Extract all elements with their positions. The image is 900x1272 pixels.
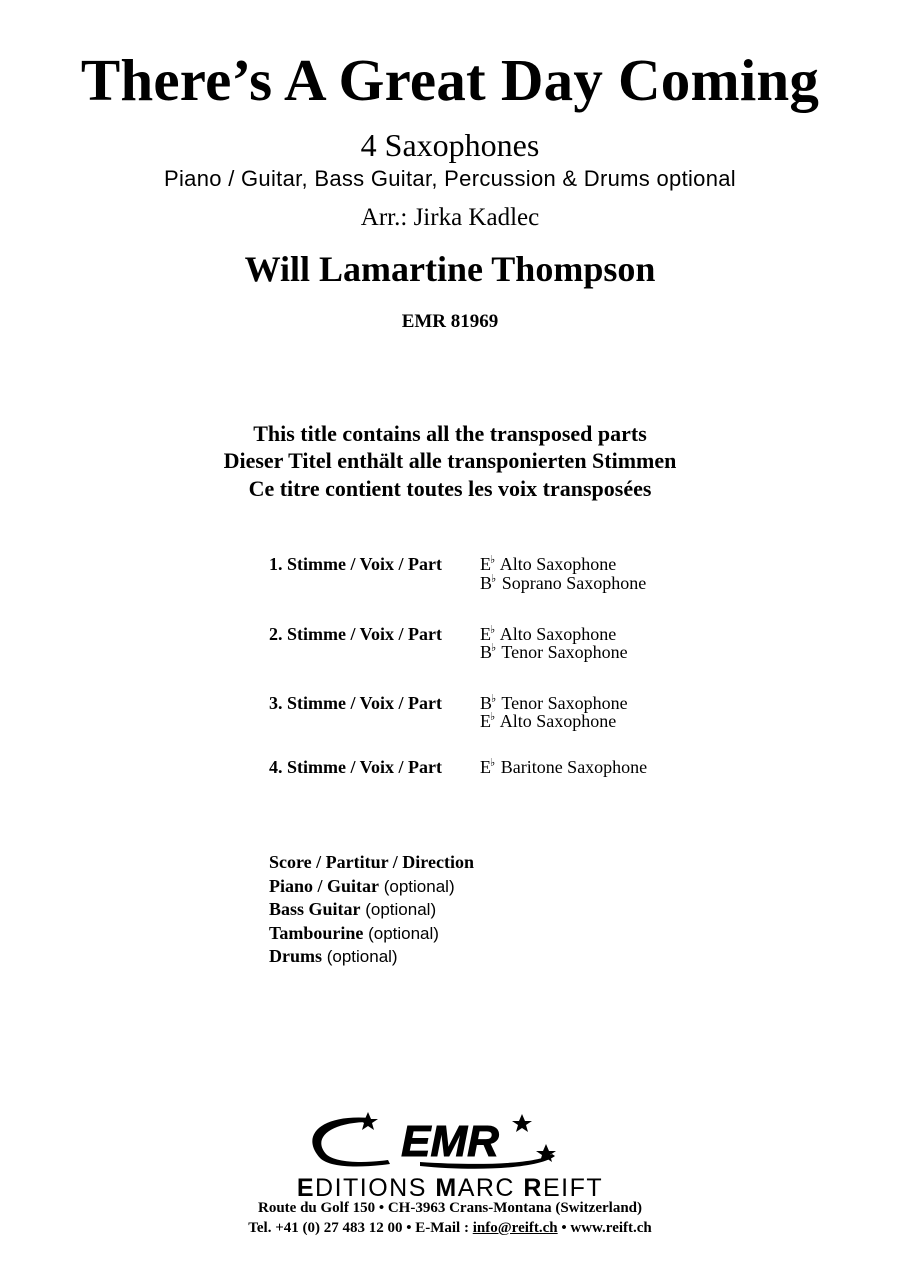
- ensemble: 4 Saxophones: [360, 127, 540, 163]
- title: There’s A Great Day Coming: [80, 47, 820, 113]
- part-label: 3. Stimme / Voix / Part: [269, 693, 442, 713]
- part-instrument: B♭ Tenor Saxophone: [480, 693, 628, 713]
- part-instrument: E♭ Alto Saxophone: [480, 554, 617, 574]
- publisher-contact: Tel. +41 (0) 27 483 12 00 • E-Mail : info@reift.ch • www.reift.ch: [248, 1220, 652, 1236]
- emr-logo: [300, 1106, 600, 1176]
- publisher-address: Route du Golf 150 • CH-3963 Crans-Montana (Switzerland): [258, 1200, 642, 1216]
- catalog-number: EMR 81969: [401, 311, 499, 332]
- note-english: This title contains all the transposed parts: [253, 421, 647, 446]
- part-instrument: E♭ Alto Saxophone: [480, 711, 617, 731]
- part-label: 2. Stimme / Voix / Part: [269, 624, 442, 644]
- part-label: 4. Stimme / Voix / Part: [269, 757, 442, 777]
- logo-text: EMR: [401, 1117, 499, 1166]
- part-instrument: B♭ Tenor Saxophone: [480, 642, 628, 662]
- list-item: Score / Partitur / Direction: [269, 852, 474, 872]
- part-instrument: E♭ Baritone Saxophone: [480, 757, 648, 777]
- list-item: Tambourine (optional): [269, 922, 439, 943]
- part-instrument: B♭ Soprano Saxophone: [480, 573, 647, 593]
- list-item: Drums (optional): [269, 946, 398, 966]
- list-item: Bass Guitar (optional): [269, 899, 437, 919]
- part-label: 1. Stimme / Voix / Part: [269, 554, 442, 574]
- composer: Will Lamartine Thompson: [244, 249, 656, 289]
- optional-instruments: Piano / Guitar, Bass Guitar, Percussion & Drums optional: [164, 166, 736, 191]
- note-french: Ce titre contient toutes les voix transposées: [248, 476, 652, 501]
- publisher-name: EDITIONS MARC REIFT: [296, 1174, 604, 1202]
- part-instrument: E♭ Alto Saxophone: [480, 624, 617, 644]
- extras-list: [269, 851, 474, 969]
- list-item: Piano / Guitar (optional): [269, 875, 455, 896]
- email-link[interactable]: info@reift.ch: [472, 1220, 558, 1236]
- note-german: Dieser Titel enthält alle transponierten Stimmen: [223, 448, 677, 473]
- arranger: Arr.: Jirka Kadlec: [360, 204, 540, 231]
